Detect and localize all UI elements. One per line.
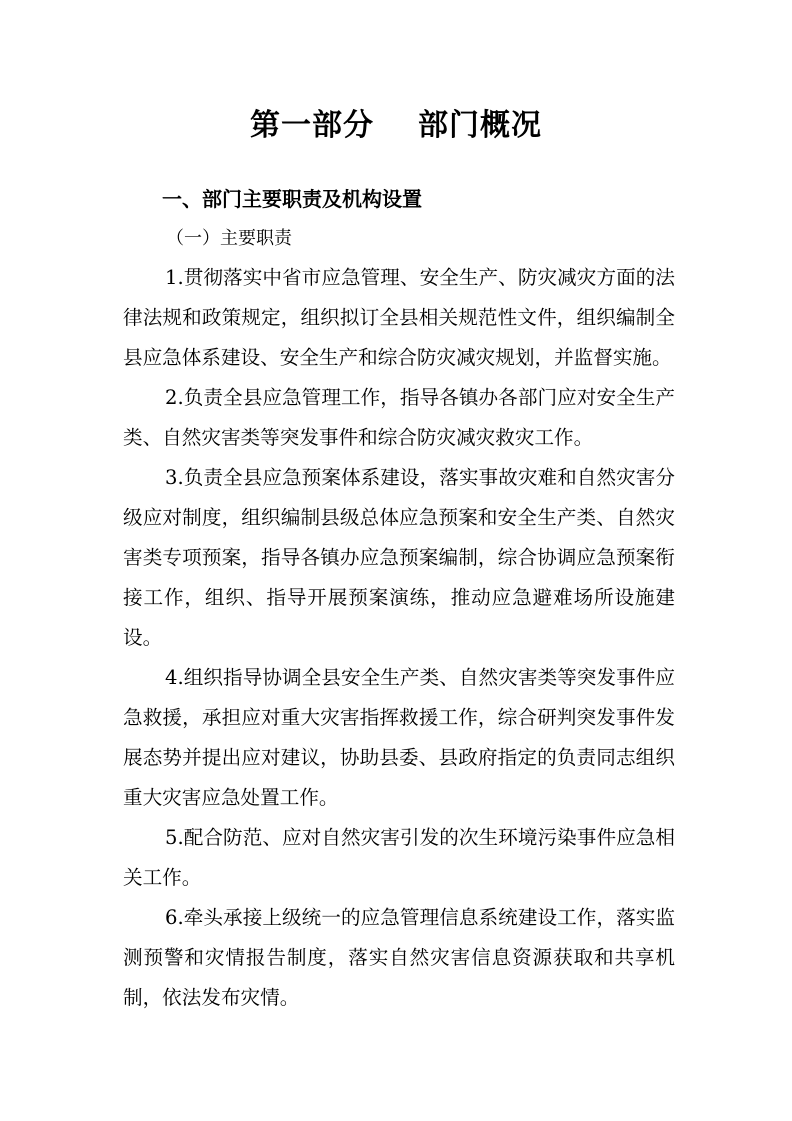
duty-paragraph-4: 4.组织指导协调全县安全生产类、自然灾害类等突发事件应急救援，承担应对重大灾害指挥救援工作，综合研判突发事件发展态势并提出应对建议，协助县委、县政府指定的负责同志组织重大灾害应急处置工作。 [123, 666, 675, 809]
duty-paragraph-1: 1.贯彻落实中省市应急管理、安全生产、防灾减灾方面的法律法规和政策规定，组织拟订全县相关规范性文件，组织编制全县应急体系建设、安全生产和综合防灾减灾规划，并监督实施。 [123, 266, 675, 369]
title-part: 第一部分 [250, 108, 374, 143]
duty-paragraph-6: 6.牵头承接上级统一的应急管理信息系统建设工作，落实监测预警和灾情报告制度，落实自然灾害信息资源获取和共享机制，依法发布灾情。 [123, 906, 675, 1009]
duty-paragraph-3: 3.负责全县应急预案体系建设，落实事故灾难和自然灾害分级应对制度，组织编制县级总体应急预案和安全生产类、自然灾害类专项预案，指导各镇办应急预案编制，综合协调应急预案衔接工作，组织、指导开展预案演练，推动应急避难场所设施建设。 [123, 466, 675, 649]
duty-paragraph-2: 2.负责全县应急管理工作，指导各镇办各部门应对安全生产类、自然灾害类等突发事件和综合防灾减灾救灾工作。 [123, 386, 675, 449]
title-topic: 部门概况 [418, 108, 542, 143]
body-text [123, 258, 675, 1018]
duty-paragraph-5: 5.配合防范、应对自然灾害引发的次生环境污染事件应急相关工作。 [123, 826, 675, 889]
subsection-heading: （一）主要职责 [166, 228, 292, 249]
page-title [0, 104, 792, 148]
section-heading: 一、部门主要职责及机构设置 [162, 187, 422, 211]
